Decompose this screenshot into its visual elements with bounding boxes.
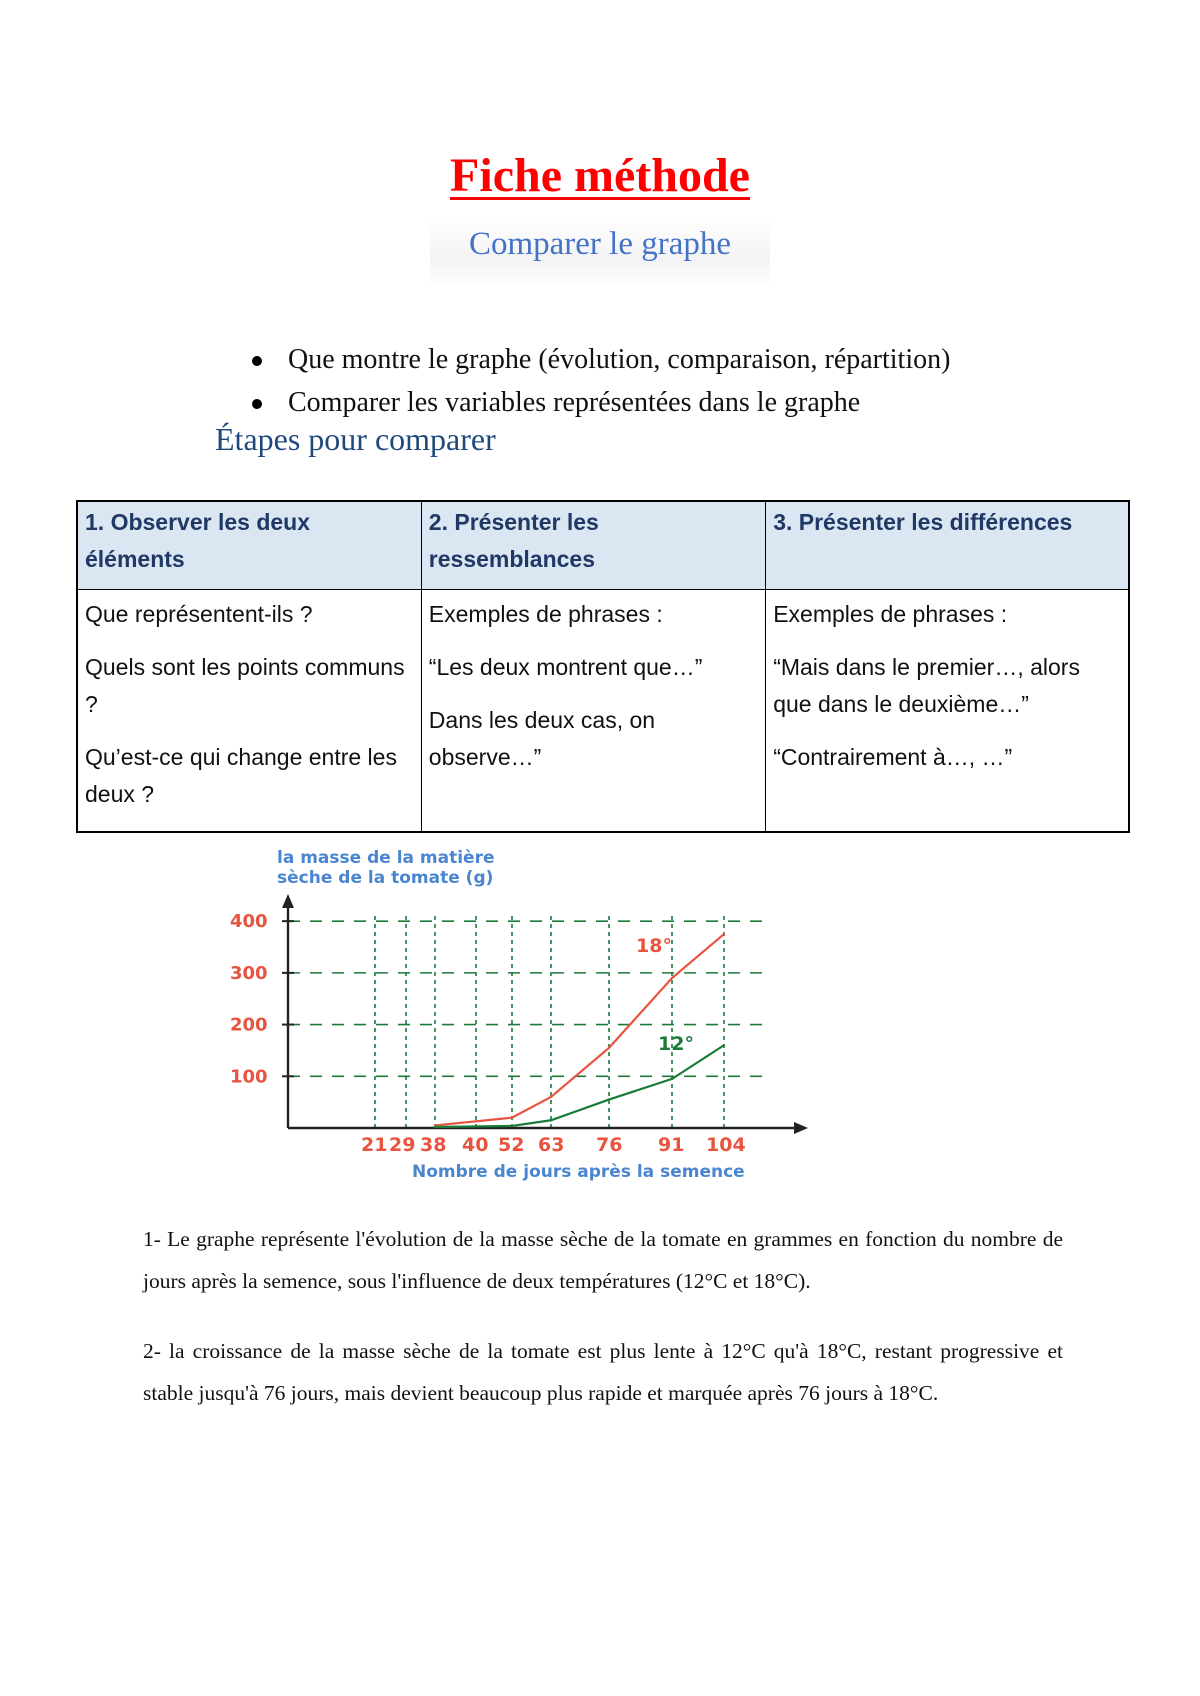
x-tick-label: 63 (538, 1134, 565, 1156)
table-header: 2. Présenter les ressemblances (421, 501, 765, 589)
series-label-12: 12° (658, 1033, 694, 1055)
table-row (77, 589, 1129, 832)
y-axis-arrow (282, 894, 294, 908)
list-item (250, 338, 950, 381)
table-header: 1. Observer les deux éléments (77, 501, 421, 589)
data-point (511, 1116, 513, 1118)
line-chart (230, 830, 880, 1190)
x-tick-label: 91 (658, 1134, 685, 1156)
paragraph-1: 1- Le graphe représente l'évolution de la masse sèche de la tomate en grammes en fonction du nombre de jours après la semence, sous l'influence de deux températures (12°C et 18°C). (143, 1227, 1063, 1293)
cell-text: “Mais dans le premier…, alors que dans le deuxième…” (773, 653, 1080, 717)
steps-heading: Étapes pour comparer (215, 421, 496, 457)
x-tick-label: 38 (420, 1134, 447, 1156)
page-title: Fiche méthode (450, 149, 750, 202)
cell-text: “Les deux montrent que…” (428, 653, 703, 680)
cell-text: Quels sont les points communs ? (85, 653, 405, 717)
x-tick-label: 40 (462, 1134, 489, 1156)
chart-ylabel: sèche de la tomate (g) (277, 868, 494, 888)
chart-series (434, 933, 725, 1128)
bullet-list (250, 338, 950, 424)
y-tick-label: 300 (230, 962, 268, 984)
subtitle: Comparer le graphe (430, 218, 770, 288)
x-tick-label: 76 (596, 1134, 623, 1156)
data-point (550, 1119, 552, 1121)
x-tick-label: 29 (389, 1134, 416, 1156)
x-tick-label: 52 (498, 1134, 525, 1156)
list-item (250, 381, 950, 424)
table-header-row (77, 501, 1129, 589)
cell-text: Exemples de phrases : (773, 600, 1008, 627)
cell-text: “Contrairement à…, …” (773, 743, 1013, 770)
table-cell (766, 589, 1129, 832)
table-cell (77, 589, 421, 832)
y-tick-label: 400 (230, 911, 268, 933)
method-table (76, 500, 1130, 833)
cell-text: Qu’est-ce qui change entre les deux ? (85, 743, 397, 807)
table-cell (421, 589, 765, 832)
cell-text: Que représentent-ils ? (85, 600, 313, 627)
bullet-icon (252, 356, 262, 366)
data-point (550, 1096, 552, 1098)
bullet-text: Que montre le graphe (évolution, comparaison, répartition) (288, 344, 951, 375)
cell-text: Exemples de phrases : (428, 600, 663, 627)
x-tick-label: 21 (361, 1134, 388, 1156)
chart-svg (230, 830, 880, 1190)
chart-axes (282, 894, 808, 1134)
data-point (511, 1125, 513, 1127)
series-line-18 (435, 934, 724, 1125)
bullet-text: Comparer les variables représentées dans le graphe (288, 387, 861, 418)
chart-xlabel: Nombre de jours après la semence (412, 1162, 745, 1182)
data-point (608, 1047, 610, 1049)
x-axis-arrow (794, 1122, 808, 1134)
data-point (671, 977, 673, 979)
data-point (434, 1126, 436, 1128)
y-tick-label: 200 (230, 1014, 268, 1036)
table-header: 3. Présenter les différences (766, 501, 1129, 589)
y-tick-label: 100 (230, 1066, 268, 1088)
series-line-12 (435, 1045, 724, 1127)
data-point (671, 1078, 673, 1080)
paragraph-2: 2- la croissance de la masse sèche de la tomate est plus lente à 12°C qu'à 18°C, restant progressive et stable jusqu'à 76 jours, mais devient beaucoup plus rapide et marquée après 76 jours à 18°C. (143, 1339, 1063, 1405)
data-point (723, 1044, 725, 1046)
bullet-icon (252, 399, 262, 409)
x-tick-label: 104 (706, 1134, 746, 1156)
chart-grid (288, 912, 770, 1128)
cell-text: Dans les deux cas, on observe…” (428, 706, 656, 770)
series-label-18: 18° (636, 935, 672, 957)
data-point (608, 1098, 610, 1100)
data-point (723, 933, 725, 935)
chart-ylabel: la masse de la matière (277, 848, 495, 868)
